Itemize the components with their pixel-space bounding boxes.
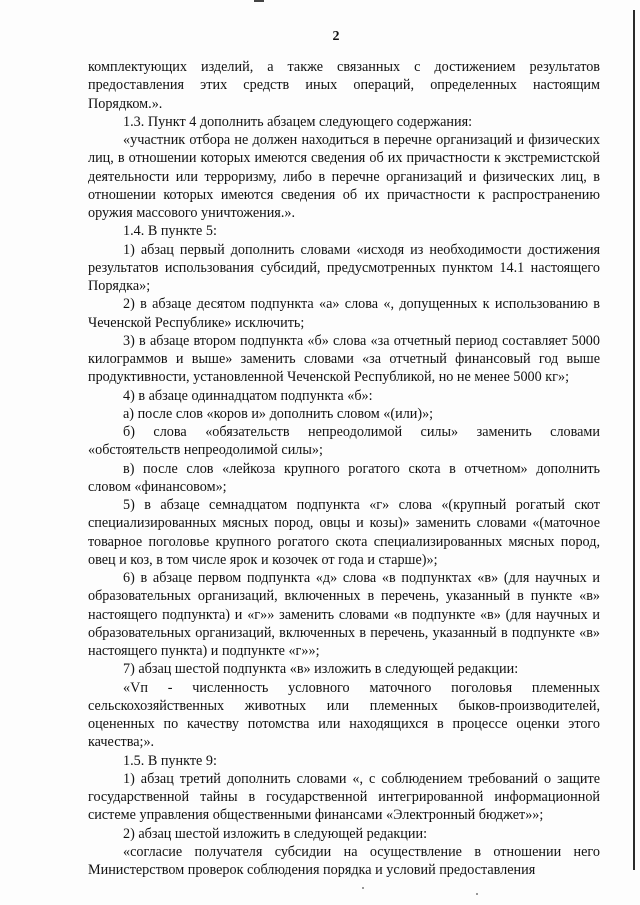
scan-speck — [362, 887, 364, 889]
paragraph: а) после слов «коров и» дополнить словом «(или)»; — [123, 405, 434, 422]
paragraph: 6) в абзаце первом подпункта «д» слова «в подпунктах «в» (для научных и образовательных организаций, включенных в перечень, указанный в пункте «в» настоящего подпункта) и «г»» заменить словами «в подпункте «в» (для научных и образовательных организаций, включенных в перечень, указанный в подпункте «в» настоящего пункта) и подпункте «г»»; — [88, 570, 600, 659]
paragraph: комплектующих изделий, а также связанных с достижением результатов предоставления этих средств иных операций, определенных настоящим Порядком.». — [88, 59, 600, 112]
paragraph: 1.3. Пункт 4 дополнить абзацем следующего содержания: — [123, 113, 473, 130]
paragraph: 7) абзац шестой подпункта «в» изложить в следующей редакции: — [123, 661, 519, 678]
paragraph: 1.5. В пункте 9: — [123, 752, 217, 769]
scan-edge-line — [633, 10, 635, 870]
paragraph: 1) абзац первый дополнить словами «исходя из необходимости достижения результатов использования субсидий, предусмотренных пунктом 14.1 настоящего Порядка»; — [88, 241, 600, 294]
paragraph: 3) в абзаце втором подпункта «б» слова «за отчетный период составляет 5000 килограммов и выше» заменить словами «за отчетный финансовый год выше продуктивности, установленной Чеченской Республикой, но не менее 5000 кг»; — [88, 332, 600, 386]
paragraph: 1) абзац третий дополнить словами «, с соблюдением требований о защите государственной тайны в государственной интегрированной информационной системе управления общественными финансами «Электронный бюджет»»; — [88, 770, 600, 824]
paragraph: 5) в абзаце семнадцатом подпункта «г» слова «(крупный рогатый скот специализированных мясных пород, овцы и козы)» заменить словами «(маточное товарное поголовье крупного рогатого скота специализированных мясных пород, овец и коз, в том числе ярок и козочек от года и старше)»; — [88, 497, 600, 568]
paragraph: «участник отбора не должен находиться в перечне организаций и физических лиц, в отношении которых имеются сведения об их причастности к экстремистской деятельности или терроризму, либо в перечне организаций и физических лиц, в отношении которых имеются сведения об их причастности к распространению оружия массового уничтожения.». — [88, 132, 600, 221]
page-number: 2 — [332, 29, 340, 44]
paragraph: 2) в абзаце десятом подпункта «а» слова «, допущенных к использованию в Чеченской Республике» исключить; — [88, 296, 600, 331]
paragraph: 2) абзац шестой изложить в следующей редакции: — [123, 825, 428, 842]
paragraph: б) слова «обязательств непреодолимой силы» заменить словами «обстоятельств непреодолимой силы»; — [88, 424, 600, 459]
paragraph: «согласие получателя субсидии на осуществление в отношении него Министерством проверок соблюдения порядка и условий предоставления — [88, 843, 600, 878]
paragraph: 4) в абзаце одиннадцатом подпункта «б»: — [123, 387, 373, 404]
scan-mark — [254, 0, 264, 2]
paragraph: «Vп - численность условного маточного поголовья племенных сельскохозяйственных животных или племенных быков-производителей, оцененных по качеству потомства или находящихся в процессе оценки этого качества;». — [88, 679, 600, 751]
paragraph: 1.4. В пункте 5: — [123, 223, 217, 240]
document-body — [88, 58, 600, 879]
scan-speck — [476, 893, 478, 895]
paragraph: в) после слов «лейкоза крупного рогатого скота в отчетном» дополнить словом «финансовом»; — [88, 460, 600, 495]
